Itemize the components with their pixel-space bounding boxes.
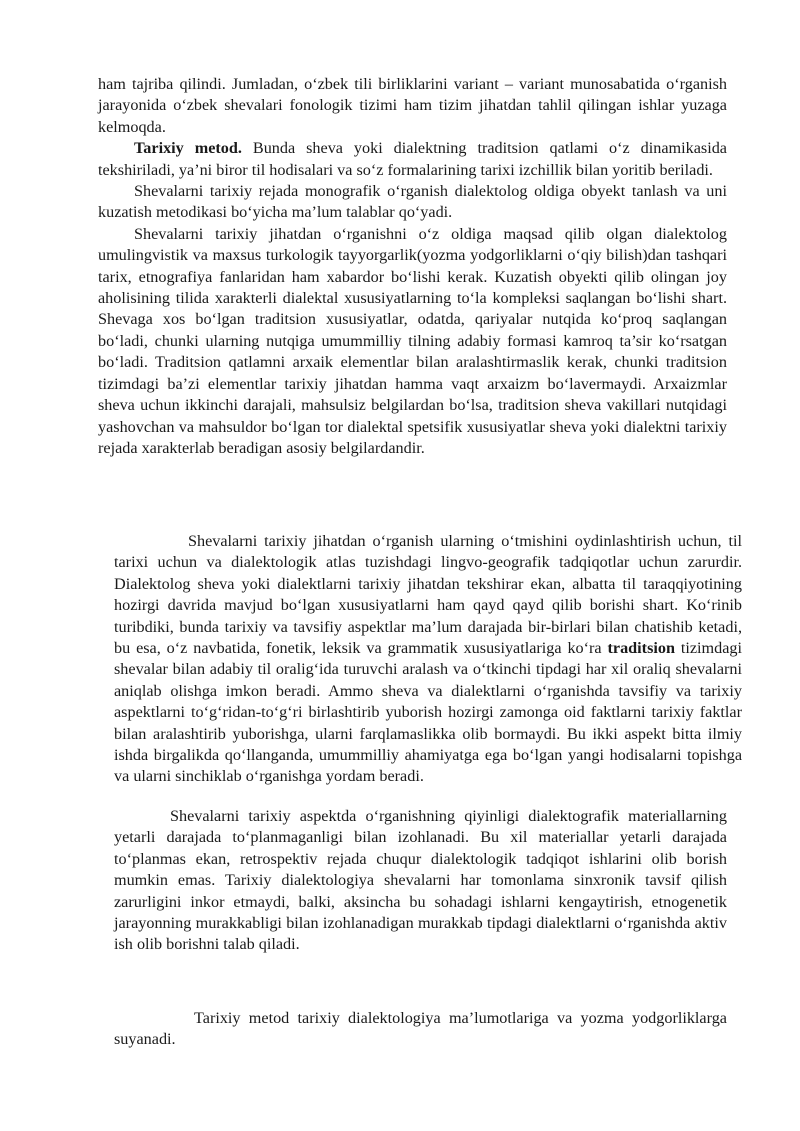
paragraph-5 [114, 531, 742, 788]
paragraph-6: Shevalarni tarixiy aspektda o‘rganishning qiyinligi dialektografik materiallarning yetarli darajada to‘planmaganligi bilan izohlanadi. Bu xil materiallar yetarli darajada to‘planmas ekan, retrospektiv rejada chuqur dialektologik tadqiqot ishlarini olib borish mumkin emas. Tarixiy dialektologiya shevalarni har tomonlama sinxronik tavsif qilish zarurligini inkor etmaydi, balki, aksincha bu sohadagi ishlarni kengaytirish, etnogenetik jarayonning murakkabligi bilan izohlanadigan murakkab tipdagi dialektlarni o‘rganishda aktiv ish olib borishni talab qiladi. [114, 807, 727, 954]
text-block-middle [114, 531, 742, 788]
text-block-bottom [114, 1008, 727, 1051]
paragraph-2-text: Bunda sheva yoki dialektning traditsion qatlami o‘z dinamikasida tekshiriladi, ya’ni biror til hodisalari va so‘z formalarining tarixi izchillik bilan yoritib beriladi. [98, 139, 727, 179]
paragraph-4: Shevalarni tarixiy jihatdan o‘rganishni o‘z oldiga maqsad qilib olgan dialektolog umulingvistik va maxsus turkologik tayyorgarlik(yozma yodgorliklarni o‘qiy bilish)dan tashqari tarix, etnografiya fanlaridan ham xabardor bo‘lishi kerak. Kuzatish obyekti qilib olingan joy aholisining tilida xarakterli dialektal xususiyatlarning to‘la kompleksi saqlangan bo‘lishi shart. Shevaga xos bo‘lgan traditsion xususiyatlar, odatda, qariyalar nutqida ko‘proq saqlangan bo‘ladi, chunki ularning nutqiga umummilliy tilning adabiy formasi kamroq ta’sir ko‘rsatgan bo‘ladi. Traditsion qatlamni arxaik elementlar bilan aralashtirmaslik kerak, chunki traditsion tizimdagi ba’zi elementlar tarixiy jihatdan hamma vaqt arxaizm bo‘lavermaydi. Arxaizmlar sheva uchun ikkinchi darajali, mahsulsiz belgilardan bo‘lsa, traditsion sheva vakillari nutqidagi yashovchan va mahsuldor bo‘lgan tor dialektal spetsifik xususiyatlar sheva yoki dialektni tarixiy rejada xarakterlab beradigan asosiy belgilardandir. [98, 224, 727, 457]
text-block-top [98, 74, 727, 459]
paragraph-2 [98, 138, 727, 181]
section-heading-tarixiy-metod: Tarixiy metod. [134, 139, 242, 158]
text-block-lower [114, 806, 727, 956]
bold-term-traditsion: traditsion [607, 639, 675, 658]
paragraph-7: Tarixiy metod tarixiy dialektologiya ma’lumotlariga va yozma yodgorliklarga suyanadi. [114, 1009, 727, 1049]
paragraph-3: Shevalarni tarixiy rejada monografik o‘rganish dialektolog oldiga obyekt tanlash va uni kuzatish metodikasi bo‘yicha ma’lum talablar qo‘yadi. [98, 182, 727, 222]
paragraph-5-text-b: tizimdagi shevalar bilan adabiy til oralig‘ida turuvchi aralash va o‘tkinchi tipdagi har xil oraliq shevalarni aniqlab olishga imkon beradi. Ammo sheva va dialektlarni o‘rganishda tavsifiy va tarixiy aspektlarni to‘g‘ridan-to‘g‘ri birlashtirib yuborish hozirgi zamonga oid faktlarni tarixiy faktlar bilan aralashtirib yuborishga, ularni farqlamaslikka olib bormaydi. Bu ikki aspekt bitta ilmiy ishda birgalikda qo‘llanganda, umummilliy ahamiyatga ega bo‘lgan yangi hodisalarni topishga va ularni sinchiklab o‘rganishga yordam beradi. [114, 639, 743, 786]
paragraph-5-text-a: Shevalarni tarixiy jihatdan o‘rganish ularning o‘tmishini oydinlashtirish uchun, til tarixi uchun va dialektologik atlas tuzishdagi lingvo-geografik tadqiqotlar uchun zarurdir. Dialektolog sheva yoki dialektlarni tarixiy jihatdan tekshirar ekan, albatta til taraqqiyotining hozirgi davrida mavjud bo‘lgan xususiyatlarni ham qayd qayd qilib borishi shart. Ko‘rinib turibdiki, bunda tarixiy va tavsifiy aspektlar ma’lum darajada bir-birlari bilan chatishib ketadi, bu esa, o‘z navbatida, fonetik, leksik va grammatik xususiyatlariga ko‘ra [114, 532, 742, 658]
paragraph-1: ham tajriba qilindi. Jumladan, o‘zbek tili birliklarini variant – variant munosabatida o‘rganish jarayonida o‘zbek shevalari fonologik tizimi ham tizim jihatdan tahlil qilingan ishlar yuzaga kelmoqda. [98, 75, 727, 136]
